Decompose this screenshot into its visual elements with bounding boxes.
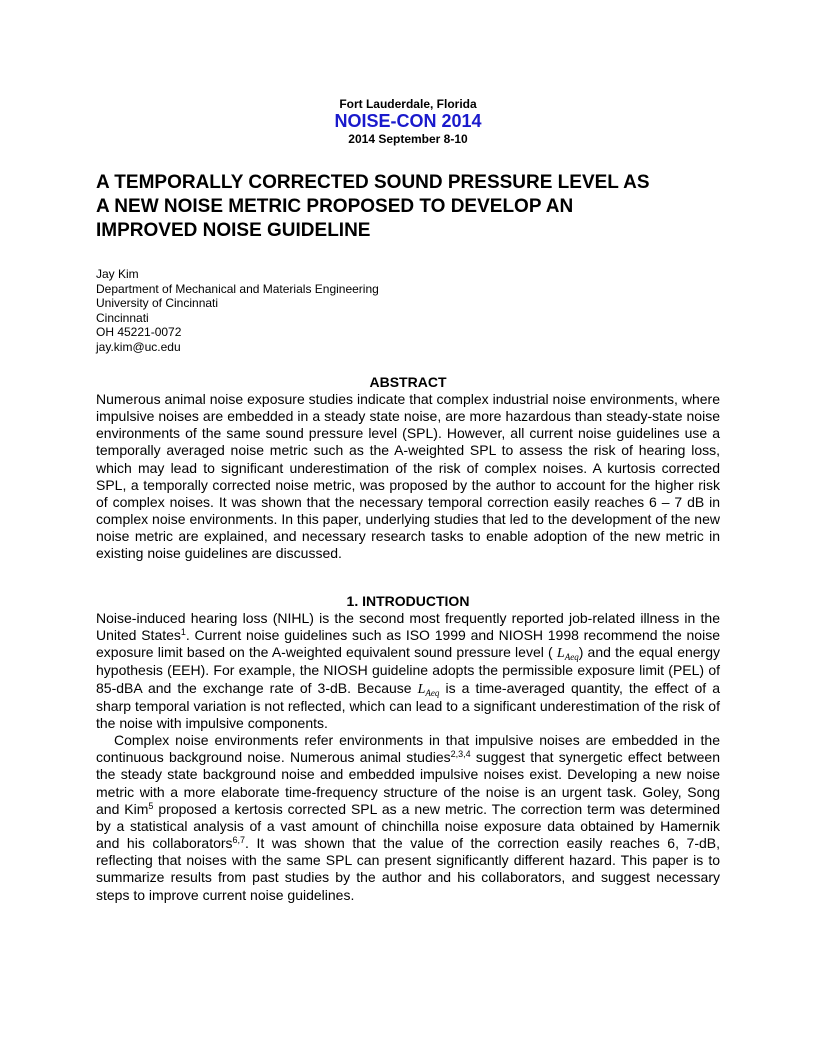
intro-text: is a time-averaged quantity, the effect of a sharp temporal variation is not reflected, which can lead to a significant underestimation of the risk of the noise with impulsive components. — [96, 679, 720, 731]
intro-text: . Current noise guidelines such as ISO 1999 and NIOSH 1998 recommend the noise exposure limit based on the A-weighted equivalent sound pressure level ( — [96, 627, 720, 661]
paper-title — [96, 171, 736, 243]
author-block — [96, 267, 379, 354]
author-department: Department of Mechanical and Materials Engineering — [96, 281, 379, 296]
introduction-heading: 1. INTRODUCTION — [346, 593, 470, 609]
intro-text: ) and the equal energy hypothesis (EEH). For example, the NIOSH guideline adopts the permissible exposure limit (PEL) of 85-dBA and the exchange rate of 3-dB. Because — [96, 644, 721, 696]
laeq-symbol — [418, 682, 440, 697]
conference-name: NOISE-CON 2014 — [334, 111, 482, 131]
symbol-letter: L — [556, 646, 565, 662]
reference-superscript: 5 — [148, 800, 154, 811]
title-line: A NEW NOISE METRIC PROPOSED TO DEVELOP AN — [96, 196, 574, 217]
intro-text: proposed a kertosis corrected SPL as a new metric. The correction term was determined by a statistical analysis of a vast amount of chinchilla noise exposure data obtained by Hamernik and his collaborators — [96, 800, 720, 852]
abstract-heading: ABSTRACT — [369, 374, 447, 390]
author-email: jay.kim@uc.edu — [96, 339, 181, 354]
author-postal: OH 45221-0072 — [96, 325, 182, 339]
conference-dates: 2014 September 8-10 — [348, 132, 468, 146]
intro-text: Noise-induced hearing loss (NIHL) is the second most frequently reported job-related illness in the United States — [96, 610, 720, 644]
intro-paragraph-2 — [96, 732, 720, 904]
author-university: University of Cincinnati — [96, 296, 219, 310]
symbol-subscript: Aeq — [564, 652, 579, 663]
intro-text: . It was shown that the value of the correction easily reaches 6, 7-dB, reflecting that noises with the same SPL can present significantly different hazard. This paper is to summarize results from past studies by the author and his collaborators, and suggest necessary steps to improve current noise guidelines. — [96, 835, 720, 903]
laeq-symbol — [557, 646, 579, 661]
title-line: IMPROVED NOISE GUIDELINE — [96, 220, 371, 241]
author-name: Jay Kim — [96, 267, 139, 281]
abstract-body — [96, 391, 720, 563]
abstract-text: Numerous animal noise exposure studies indicate that complex industrial noise environments, where impulsive noises are embedded in a steady state noise, are more hazardous than steady-state noise environments of the same sound pressure level (SPL). However, all current noise guidelines use a temporally averaged noise metric such as the A-weighted SPL to assess the risk of hearing loss, which may lead to significant underestimation of the risk of complex noises. A kurtosis corrected SPL, a temporally corrected noise metric, was proposed by the author to account for the higher risk of complex noises. It was shown that the necessary temporal correction easily reaches 6 – 7 dB in complex noise environments. In this paper, underlying studies that led to the development of the new noise metric are explained, and necessary research tasks to enable adoption of the new metric in existing noise guidelines are discussed. — [96, 391, 720, 562]
conference-header — [0, 97, 816, 146]
reference-superscript: 1 — [180, 627, 186, 638]
intro-text: Complex noise environments refer environments in that impulsive noises are embedded in the continuous background noise. Numerous animal studies — [96, 732, 720, 766]
reference-superscript: 6,7 — [232, 835, 246, 846]
title-line: A TEMPORALLY CORRECTED SOUND PRESSURE LEVEL AS — [96, 172, 650, 193]
conference-location: Fort Lauderdale, Florida — [339, 97, 477, 111]
introduction-body — [96, 610, 720, 904]
author-city: Cincinnati — [96, 310, 149, 325]
symbol-letter: L — [417, 681, 426, 697]
intro-text: suggest that synergetic effect between the steady state background noise and embedded impulsive noises exist. Developing a new noise metric with a more elaborate time-frequency structure of the noise is an urgent task. Goley, Song and Kim — [96, 749, 720, 817]
intro-paragraph-1 — [96, 610, 720, 732]
symbol-subscript: Aeq — [425, 687, 440, 698]
reference-superscript: 2,3,4 — [450, 749, 471, 760]
